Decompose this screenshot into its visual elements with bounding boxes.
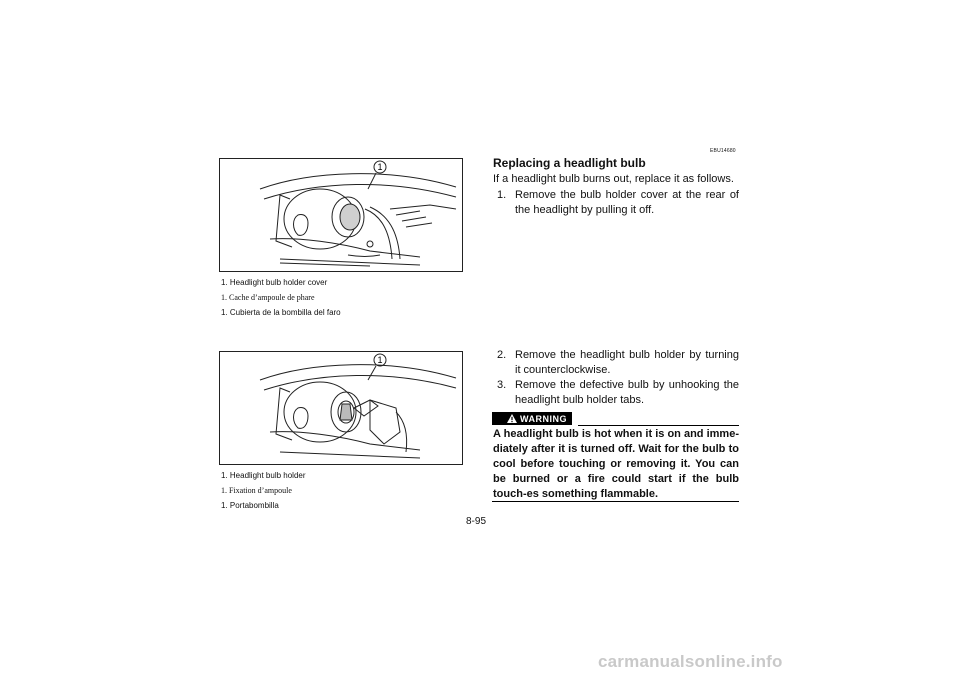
page-number: 8-95 [466, 516, 487, 527]
document-code: EBU14680 [710, 148, 736, 154]
step-text: Remove the bulb holder cover at the rear of the headlight by pulling it off. [515, 189, 739, 216]
caption-english: 1. Headlight bulb holder [221, 471, 306, 480]
caption-french: 1. Cache d’ampoule de phare [221, 293, 315, 302]
warning-text: A headlight bulb is hot when it is on and imme-diately after it is turned off. Wait for the bulb to cool before touching or removing it. You can be burned or a fire could start if the bulb touch-es something flammable. [493, 428, 739, 500]
figure-1-caption [221, 275, 341, 320]
caption-english: 1. Headlight bulb holder cover [221, 278, 328, 287]
step-text: Remove the headlight bulb holder by turning it counterclockwise. [515, 349, 739, 376]
step-text: Remove the defective bulb by unhooking the headlight bulb holder tabs. [515, 379, 739, 406]
headlight-holder-illustration [220, 352, 462, 464]
figure-bulb-holder [219, 351, 463, 465]
warning-triangle-icon [507, 414, 517, 423]
caption-french: 1. Fixation d’ampoule [221, 486, 292, 495]
step-item [497, 348, 739, 378]
figure-callout: 1 [377, 355, 383, 365]
figure-callout: 1 [377, 162, 383, 172]
warning-bottom-rule [492, 501, 739, 502]
step-item [497, 378, 739, 408]
figure-bulb-holder-cover [219, 158, 463, 272]
warning-rule [578, 425, 739, 426]
warning-badge [492, 412, 572, 425]
step-number: 3. [497, 379, 507, 391]
headlight-cover-illustration [220, 159, 462, 271]
figure-2-caption [221, 468, 306, 513]
intro-paragraph: If a headlight bulb burns out, replace it as follows. [493, 173, 734, 185]
caption-spanish: 1. Cubierta de la bombilla del faro [221, 308, 341, 317]
step-number: 1. [497, 189, 507, 201]
warning-header [492, 412, 739, 426]
caption-spanish: 1. Portabombilla [221, 501, 279, 510]
watermark: carmanualsonline.info [598, 652, 783, 671]
warning-label: WARNING [520, 413, 567, 424]
step-item [497, 188, 739, 218]
step-number: 2. [497, 349, 507, 361]
section-heading: Replacing a headlight bulb [493, 156, 646, 170]
